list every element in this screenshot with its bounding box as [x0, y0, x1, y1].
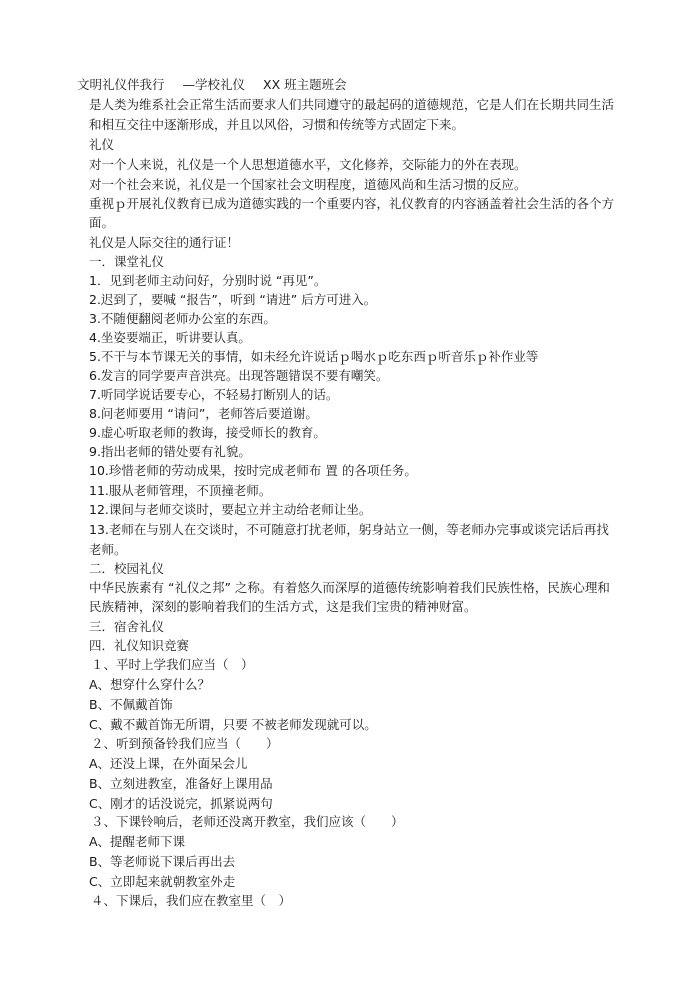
section-2-heading: 二．校园礼仪: [89, 561, 165, 576]
personal-paragraph: 对一个人来说，礼仪是一个人思想道德水平，文化修养，交际能力的外在表现。: [89, 157, 527, 172]
quiz-question: ２、听到预备铃我们应当（ ）: [91, 736, 279, 751]
classroom-rule: 8.问老师要用 “请问”，老师答后要道谢。: [89, 406, 318, 421]
classroom-rule: 9.指出老师的错处要有礼貌。: [89, 444, 251, 459]
quiz-option: C、刚才的话没说完，抓紧说两句: [89, 796, 273, 811]
classroom-rule: 12.课间与老师交谈时，要起立并主动给老师让坐。: [89, 502, 372, 517]
classroom-rule: 11.服从老师管理，不顶撞老师。: [89, 483, 272, 498]
importance-line-2: 面。: [89, 215, 115, 230]
section-1-heading: 一．课堂礼仪: [89, 254, 165, 269]
classroom-rule: 10.珍惜老师的劳动成果，按时完成老师布 置 的各项任务。: [89, 463, 417, 478]
liyi-heading: 礼仪: [89, 137, 115, 152]
quiz-option: B、等老师说下课后再出去: [89, 854, 236, 869]
society-paragraph: 对一个社会来说，礼仪是一个国家社会文明程度，道德风尚和生活习惯的反应。: [89, 177, 527, 192]
quiz-option: C、立即起来就朝教室外走: [89, 874, 236, 889]
campus-paragraph-line-1: 中华民族素有 “礼仪之邦” 之称。有着悠久而深厚的道德传统影响着我们民族性格，民族心理和: [89, 580, 610, 595]
classroom-rule: 7.听同学说话要专心，不轻易打断别人的话。: [89, 387, 339, 402]
quiz-option: B、不佩戴首饰: [89, 697, 173, 712]
quiz-option: A、还没上课，在外面呆会儿: [89, 756, 248, 771]
importance-line-1: 重视ｐ开展礼仪教育已成为道德实践的一个重要内容，礼仪教育的内容涵盖着社会生活的各个方: [89, 196, 615, 211]
classroom-rule: 4.坐姿要端正，听讲要认真。: [89, 330, 251, 345]
quiz-question: １、平时上学我们应当（ ）: [91, 657, 254, 672]
title-part-1: 文明礼仪伴我行: [77, 77, 165, 92]
quiz-question: ３、下课铃响后，老师还没离开教室，我们应该（ ）: [91, 814, 404, 829]
classroom-rule: 5.不干与本节课无关的事情，如未经允许说话ｐ喝水ｐ吃东西ｐ听音乐ｐ补作业等: [89, 349, 539, 364]
passport-line: 礼仪是人际交往的通行证！: [89, 235, 240, 250]
quiz-option: A、想穿什么穿什么？: [89, 677, 211, 692]
classroom-rule: 1．见到老师主动问好，分别时说 “再见”。: [89, 273, 327, 288]
classroom-rule: 9.虚心听取老师的教诲，接受师长的教育。: [89, 425, 326, 440]
quiz-question: ４、下课后，我们应在教室里（ ）: [91, 893, 292, 908]
intro-line-2: 和相互交往中逐渐形成，并且以风俗，习惯和传统等方式固定下来。: [89, 117, 465, 132]
classroom-rule: 6.发言的同学要声音洪亮。出现答题错误不要有嘲笑。: [89, 368, 389, 383]
section-3-heading: 三．宿舍礼仪: [89, 619, 165, 634]
title-part-3: XX 班主题班会: [263, 77, 347, 92]
intro-line-1: 是人类为维系社会正常生活而要求人们共同遵守的最起码的道德规范，它是人们在长期共同生活: [89, 97, 615, 112]
classroom-rule: 2.迟到了，要喊 “报告”，听到 “请进” 后方可进入。: [89, 292, 377, 307]
section-4-heading: 四．礼仪知识竞赛: [89, 638, 190, 653]
classroom-rule: 老师。: [89, 542, 127, 557]
quiz-option: B、立刻进教室，准备好上课用品: [89, 776, 273, 791]
title-part-2: —学校礼仪: [182, 77, 246, 92]
quiz-option: A、提醒老师下课: [89, 834, 186, 849]
quiz-option: C、戴不戴首饰无所谓，只要 不被老师发现就可以。: [89, 717, 377, 732]
classroom-rule: 13.老师在与别人在交谈时，不可随意打扰老师，躬身站立一侧，等老师办完事或谈完话后再找: [89, 522, 609, 537]
document-title: [77, 76, 361, 94]
campus-paragraph-line-2: 民族精神，深刻的影响着我们的生活方式，这是我们宝贵的精神财富。: [89, 599, 477, 614]
classroom-rule: 3.不随便翻阅老师办公室的东西。: [89, 311, 276, 326]
